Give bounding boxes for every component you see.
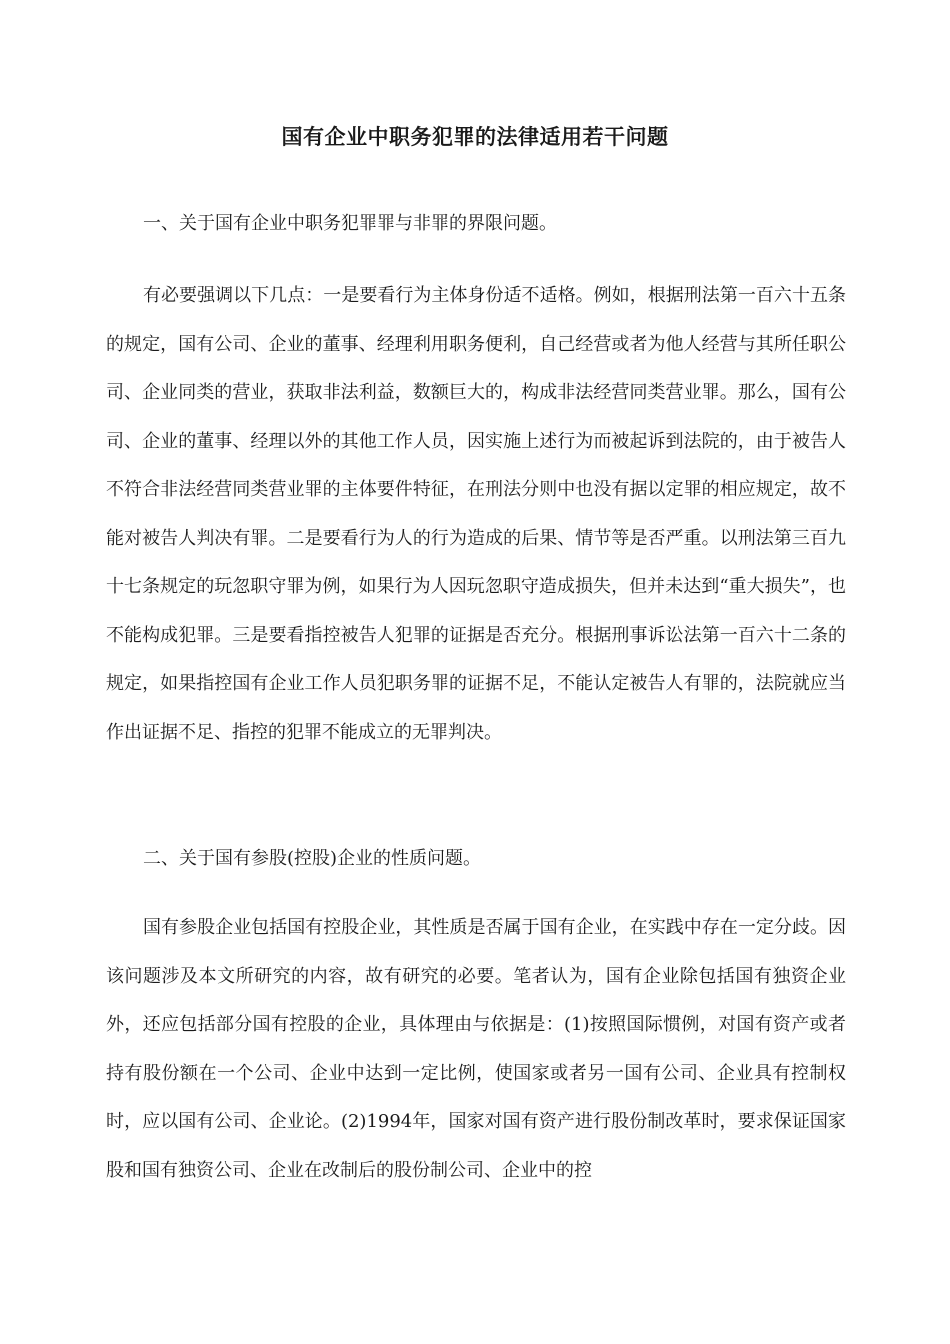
section-2-heading: 二、关于国有参股(控股)企业的性质问题。 <box>143 848 482 869</box>
document-title: 国有企业中职务犯罪的法律适用若干问题 <box>281 124 669 149</box>
section-2-paragraph: 国有参股企业包括国有控股企业，其性质是否属于国有企业，在实践中存在一定分歧。因该问题涉及本文所研究的内容，故有研究的必要。笔者认为，国有企业除包括国有独资企业外，还应包括部分国有控股的企业，具体理由与依据是：(1)按照国际惯例，对国有资产或者持有股份额在一个公司、企业中达到一定比例，使国家或者另一国有公司、企业具有控制权时，应以国有公司、企业论。(2)1994年，国家对国有资产进行股份制改革时，要求保证国家股和国有独资公司、企业在改制后的股份制公司、企业中的控 <box>106 917 846 1181</box>
section-1-heading: 一、关于国有企业中职务犯罪罪与非罪的界限问题。 <box>143 213 557 234</box>
section-1-paragraph: 有必要强调以下几点：一是要看行为主体身份适不适格。例如，根据刑法第一百六十五条的规定，国有公司、企业的董事、经理利用职务便利，自己经营或者为他人经营与其所任职公司、企业同类的营业，获取非法利益，数额巨大的，构成非法经营同类营业罪。那么，国有公司、企业的董事、经理以外的其他工作人员，因实施上述行为而被起诉到法院的，由于被告人不符合非法经营同类营业罪的主体要件特征，在刑法分则中也没有据以定罪的相应规定，故不能对被告人判决有罪。二是要看行为人的行为造成的后果、情节等是否严重。以刑法第三百九十七条规定的玩忽职守罪为例，如果行为人因玩忽职守造成损失，但并未达到“重大损失”，也不能构成犯罪。三是要看指控被告人犯罪的证据是否充分。根据刑事诉讼法第一百六十二条的规定，如果指控国有企业工作人员犯职务罪的证据不足，不能认定被告人有罪的，法院就应当作出证据不足、指控的犯罪不能成立的无罪判决。 <box>106 285 846 743</box>
